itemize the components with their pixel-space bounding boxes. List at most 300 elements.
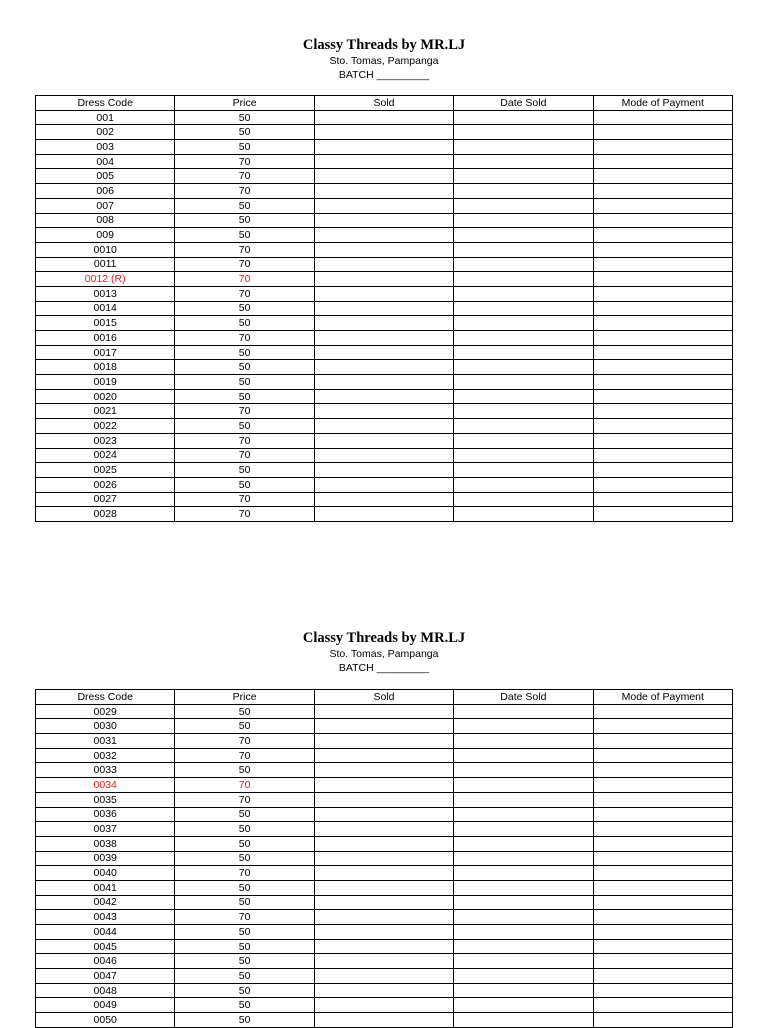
table-row xyxy=(36,213,733,228)
dress-code-cell: 0039 xyxy=(36,851,175,866)
table-row xyxy=(36,492,733,507)
table-row xyxy=(36,763,733,778)
price-cell: 70 xyxy=(175,272,314,287)
price-cell: 50 xyxy=(175,925,314,940)
table-row xyxy=(36,154,733,169)
dress-code-cell: 001 xyxy=(36,110,175,125)
price-cell: 50 xyxy=(175,360,314,375)
sold-cell[interactable] xyxy=(314,316,453,331)
dress-code-cell: 0027 xyxy=(36,492,175,507)
mode-of-payment-cell[interactable] xyxy=(593,880,732,895)
table-row xyxy=(36,257,733,272)
sold-cell[interactable] xyxy=(314,998,453,1013)
table-row xyxy=(36,998,733,1013)
inventory-table-1 xyxy=(35,95,733,522)
price-cell: 70 xyxy=(175,866,314,881)
dress-code-cell: 002 xyxy=(36,125,175,140)
mode-of-payment-cell[interactable] xyxy=(593,242,732,257)
date-sold-cell[interactable] xyxy=(454,792,593,807)
table-row xyxy=(36,807,733,822)
sold-cell[interactable] xyxy=(314,198,453,213)
dress-code-cell: 004 xyxy=(36,154,175,169)
mode-of-payment-cell[interactable] xyxy=(593,1013,732,1028)
sold-cell[interactable] xyxy=(314,331,453,346)
table-row xyxy=(36,198,733,213)
date-sold-cell[interactable] xyxy=(454,880,593,895)
dress-code-cell: 0026 xyxy=(36,477,175,492)
dress-code-cell: 0041 xyxy=(36,880,175,895)
date-sold-cell[interactable] xyxy=(454,331,593,346)
header-dress-code: Dress Code xyxy=(36,690,175,705)
price-cell: 50 xyxy=(175,1013,314,1028)
mode-of-payment-cell[interactable] xyxy=(593,463,732,478)
sold-cell[interactable] xyxy=(314,110,453,125)
sold-cell[interactable] xyxy=(314,433,453,448)
date-sold-cell[interactable] xyxy=(454,110,593,125)
dress-code-cell: 0036 xyxy=(36,807,175,822)
sold-cell[interactable] xyxy=(314,375,453,390)
table-row xyxy=(36,910,733,925)
header-date-sold: Date Sold xyxy=(454,690,593,705)
mode-of-payment-cell[interactable] xyxy=(593,125,732,140)
price-cell: 70 xyxy=(175,748,314,763)
table-row xyxy=(36,169,733,184)
dress-code-cell: 0010 xyxy=(36,242,175,257)
mode-of-payment-cell[interactable] xyxy=(593,448,732,463)
inventory-sheet-2 xyxy=(0,629,768,675)
dress-code-cell: 0031 xyxy=(36,734,175,749)
dress-code-cell: 008 xyxy=(36,213,175,228)
mode-of-payment-cell[interactable] xyxy=(593,140,732,155)
table-row xyxy=(36,184,733,199)
dress-code-cell: 0032 xyxy=(36,748,175,763)
mode-of-payment-cell[interactable] xyxy=(593,331,732,346)
table-row xyxy=(36,477,733,492)
dress-code-cell: 0021 xyxy=(36,404,175,419)
mode-of-payment-cell[interactable] xyxy=(593,851,732,866)
sold-cell[interactable] xyxy=(314,389,453,404)
date-sold-cell[interactable] xyxy=(454,748,593,763)
dress-code-cell: 0043 xyxy=(36,910,175,925)
date-sold-cell[interactable] xyxy=(454,866,593,881)
dress-code-cell: 0044 xyxy=(36,925,175,940)
price-cell: 50 xyxy=(175,110,314,125)
mode-of-payment-cell[interactable] xyxy=(593,983,732,998)
sheet-title: Classy Threads by MR.LJ xyxy=(302,37,466,53)
sold-cell[interactable] xyxy=(314,477,453,492)
dress-code-cell: 0018 xyxy=(36,360,175,375)
sold-cell[interactable] xyxy=(314,983,453,998)
sold-cell[interactable] xyxy=(314,507,453,522)
sold-cell[interactable] xyxy=(314,463,453,478)
date-sold-cell[interactable] xyxy=(454,184,593,199)
date-sold-cell[interactable] xyxy=(454,954,593,969)
sold-cell[interactable] xyxy=(314,169,453,184)
mode-of-payment-cell[interactable] xyxy=(593,748,732,763)
sold-cell[interactable] xyxy=(314,807,453,822)
price-cell: 50 xyxy=(175,954,314,969)
date-sold-cell[interactable] xyxy=(454,778,593,793)
date-sold-cell[interactable] xyxy=(454,213,593,228)
dress-code-cell: 0020 xyxy=(36,389,175,404)
dress-code-cell: 006 xyxy=(36,184,175,199)
price-cell: 70 xyxy=(175,184,314,199)
mode-of-payment-cell[interactable] xyxy=(593,954,732,969)
table-row xyxy=(36,704,733,719)
mode-of-payment-cell[interactable] xyxy=(593,734,732,749)
price-cell: 70 xyxy=(175,404,314,419)
date-sold-cell[interactable] xyxy=(454,925,593,940)
price-cell: 70 xyxy=(175,448,314,463)
dress-code-cell: 0048 xyxy=(36,983,175,998)
table-row xyxy=(36,778,733,793)
date-sold-cell[interactable] xyxy=(454,433,593,448)
mode-of-payment-cell[interactable] xyxy=(593,198,732,213)
date-sold-cell[interactable] xyxy=(454,939,593,954)
sold-cell[interactable] xyxy=(314,792,453,807)
date-sold-cell[interactable] xyxy=(454,272,593,287)
sold-cell[interactable] xyxy=(314,272,453,287)
table-row xyxy=(36,389,733,404)
header-date-sold: Date Sold xyxy=(454,96,593,111)
sold-cell[interactable] xyxy=(314,448,453,463)
price-cell: 70 xyxy=(175,792,314,807)
mode-of-payment-cell[interactable] xyxy=(593,507,732,522)
sold-cell[interactable] xyxy=(314,939,453,954)
sold-cell[interactable] xyxy=(314,125,453,140)
header-row xyxy=(36,690,733,705)
date-sold-cell[interactable] xyxy=(454,507,593,522)
sold-cell[interactable] xyxy=(314,734,453,749)
dress-code-cell: 0029 xyxy=(36,704,175,719)
table-row xyxy=(36,507,733,522)
price-cell: 70 xyxy=(175,778,314,793)
sold-cell[interactable] xyxy=(314,719,453,734)
date-sold-cell[interactable] xyxy=(454,763,593,778)
date-sold-cell[interactable] xyxy=(454,257,593,272)
header-row xyxy=(36,96,733,111)
price-cell: 50 xyxy=(175,998,314,1013)
mode-of-payment-cell[interactable] xyxy=(593,939,732,954)
mode-of-payment-cell[interactable] xyxy=(593,419,732,434)
mode-of-payment-cell[interactable] xyxy=(593,998,732,1013)
mode-of-payment-cell[interactable] xyxy=(593,492,732,507)
sold-cell[interactable] xyxy=(314,213,453,228)
table-row xyxy=(36,404,733,419)
mode-of-payment-cell[interactable] xyxy=(593,257,732,272)
mode-of-payment-cell[interactable] xyxy=(593,477,732,492)
date-sold-cell[interactable] xyxy=(454,154,593,169)
sheet-title: Classy Threads by MR.LJ xyxy=(302,630,466,646)
table-row xyxy=(36,866,733,881)
mode-of-payment-cell[interactable] xyxy=(593,925,732,940)
price-cell: 50 xyxy=(175,140,314,155)
date-sold-cell[interactable] xyxy=(454,301,593,316)
sold-cell[interactable] xyxy=(314,154,453,169)
mode-of-payment-cell[interactable] xyxy=(593,345,732,360)
price-cell: 50 xyxy=(175,851,314,866)
sold-cell[interactable] xyxy=(314,286,453,301)
table-row xyxy=(36,228,733,243)
price-cell: 50 xyxy=(175,969,314,984)
sold-cell[interactable] xyxy=(314,419,453,434)
dress-code-cell: 0034 xyxy=(36,778,175,793)
price-cell: 50 xyxy=(175,719,314,734)
mode-of-payment-cell[interactable] xyxy=(593,213,732,228)
mode-of-payment-cell[interactable] xyxy=(593,763,732,778)
date-sold-cell[interactable] xyxy=(454,807,593,822)
mode-of-payment-cell[interactable] xyxy=(593,807,732,822)
sold-cell[interactable] xyxy=(314,704,453,719)
date-sold-cell[interactable] xyxy=(454,448,593,463)
mode-of-payment-cell[interactable] xyxy=(593,792,732,807)
dress-code-cell: 0017 xyxy=(36,345,175,360)
dress-code-cell: 0050 xyxy=(36,1013,175,1028)
table-row xyxy=(36,836,733,851)
price-cell: 50 xyxy=(175,198,314,213)
sold-cell[interactable] xyxy=(314,345,453,360)
price-cell: 50 xyxy=(175,228,314,243)
table-row xyxy=(36,748,733,763)
sold-cell[interactable] xyxy=(314,969,453,984)
price-cell: 70 xyxy=(175,331,314,346)
date-sold-cell[interactable] xyxy=(454,704,593,719)
sold-cell[interactable] xyxy=(314,895,453,910)
table-row xyxy=(36,851,733,866)
table-row xyxy=(36,822,733,837)
mode-of-payment-cell[interactable] xyxy=(593,316,732,331)
price-cell: 50 xyxy=(175,807,314,822)
table-row xyxy=(36,1013,733,1028)
sold-cell[interactable] xyxy=(314,851,453,866)
dress-code-cell: 0047 xyxy=(36,969,175,984)
date-sold-cell[interactable] xyxy=(454,983,593,998)
dress-code-cell: 0028 xyxy=(36,507,175,522)
mode-of-payment-cell[interactable] xyxy=(593,433,732,448)
dress-code-cell: 0033 xyxy=(36,763,175,778)
mode-of-payment-cell[interactable] xyxy=(593,969,732,984)
dress-code-cell: 003 xyxy=(36,140,175,155)
price-cell: 50 xyxy=(175,477,314,492)
header-price: Price xyxy=(175,96,314,111)
mode-of-payment-cell[interactable] xyxy=(593,719,732,734)
dress-code-cell: 0035 xyxy=(36,792,175,807)
date-sold-cell[interactable] xyxy=(454,360,593,375)
sold-cell[interactable] xyxy=(314,301,453,316)
table-row xyxy=(36,140,733,155)
sold-cell[interactable] xyxy=(314,257,453,272)
mode-of-payment-cell[interactable] xyxy=(593,360,732,375)
mode-of-payment-cell[interactable] xyxy=(593,822,732,837)
date-sold-cell[interactable] xyxy=(454,851,593,866)
inventory-table-2 xyxy=(35,689,733,1028)
header-sold: Sold xyxy=(314,96,453,111)
price-cell: 70 xyxy=(175,492,314,507)
table-row xyxy=(36,419,733,434)
dress-code-cell: 0022 xyxy=(36,419,175,434)
dress-code-cell: 0015 xyxy=(36,316,175,331)
price-cell: 70 xyxy=(175,910,314,925)
dress-code-cell: 0040 xyxy=(36,866,175,881)
date-sold-cell[interactable] xyxy=(454,969,593,984)
mode-of-payment-cell[interactable] xyxy=(593,836,732,851)
table-row xyxy=(36,110,733,125)
date-sold-cell[interactable] xyxy=(454,895,593,910)
mode-of-payment-cell[interactable] xyxy=(593,228,732,243)
sold-cell[interactable] xyxy=(314,866,453,881)
sold-cell[interactable] xyxy=(314,836,453,851)
mode-of-payment-cell[interactable] xyxy=(593,704,732,719)
table-row xyxy=(36,125,733,140)
date-sold-cell[interactable] xyxy=(454,419,593,434)
dress-code-cell: 0038 xyxy=(36,836,175,851)
sold-cell[interactable] xyxy=(314,778,453,793)
price-cell: 70 xyxy=(175,242,314,257)
table-row xyxy=(36,316,733,331)
table-row xyxy=(36,719,733,734)
price-cell: 50 xyxy=(175,939,314,954)
dress-code-cell: 009 xyxy=(36,228,175,243)
date-sold-cell[interactable] xyxy=(454,477,593,492)
mode-of-payment-cell[interactable] xyxy=(593,110,732,125)
mode-of-payment-cell[interactable] xyxy=(593,389,732,404)
inventory-sheet-1 xyxy=(0,36,768,82)
date-sold-cell[interactable] xyxy=(454,822,593,837)
mode-of-payment-cell[interactable] xyxy=(593,272,732,287)
date-sold-cell[interactable] xyxy=(454,140,593,155)
table-row xyxy=(36,448,733,463)
mode-of-payment-cell[interactable] xyxy=(593,286,732,301)
sheet-batch: BATCH _________ xyxy=(338,662,430,674)
date-sold-cell[interactable] xyxy=(454,910,593,925)
table-row xyxy=(36,969,733,984)
header-sold: Sold xyxy=(314,690,453,705)
dress-code-cell: 0016 xyxy=(36,331,175,346)
sold-cell[interactable] xyxy=(314,228,453,243)
price-cell: 50 xyxy=(175,125,314,140)
price-cell: 50 xyxy=(175,213,314,228)
sold-cell[interactable] xyxy=(314,404,453,419)
price-cell: 50 xyxy=(175,880,314,895)
price-cell: 70 xyxy=(175,154,314,169)
price-cell: 70 xyxy=(175,286,314,301)
price-cell: 50 xyxy=(175,419,314,434)
price-cell: 70 xyxy=(175,169,314,184)
date-sold-cell[interactable] xyxy=(454,389,593,404)
dress-code-cell: 0042 xyxy=(36,895,175,910)
dress-code-cell: 0037 xyxy=(36,822,175,837)
date-sold-cell[interactable] xyxy=(454,345,593,360)
sold-cell[interactable] xyxy=(314,880,453,895)
table-row xyxy=(36,880,733,895)
dress-code-cell: 0011 xyxy=(36,257,175,272)
sold-cell[interactable] xyxy=(314,242,453,257)
date-sold-cell[interactable] xyxy=(454,719,593,734)
dress-code-cell: 0014 xyxy=(36,301,175,316)
price-cell: 70 xyxy=(175,433,314,448)
table-row xyxy=(36,242,733,257)
table-row xyxy=(36,895,733,910)
table-row xyxy=(36,734,733,749)
date-sold-cell[interactable] xyxy=(454,242,593,257)
table-row xyxy=(36,286,733,301)
sold-cell[interactable] xyxy=(314,184,453,199)
table-row xyxy=(36,954,733,969)
table-row xyxy=(36,375,733,390)
date-sold-cell[interactable] xyxy=(454,375,593,390)
dress-code-cell: 005 xyxy=(36,169,175,184)
mode-of-payment-cell[interactable] xyxy=(593,404,732,419)
price-cell: 50 xyxy=(175,704,314,719)
date-sold-cell[interactable] xyxy=(454,734,593,749)
date-sold-cell[interactable] xyxy=(454,463,593,478)
date-sold-cell[interactable] xyxy=(454,286,593,301)
header-mode-of-payment: Mode of Payment xyxy=(593,690,732,705)
table-row xyxy=(36,925,733,940)
mode-of-payment-cell[interactable] xyxy=(593,895,732,910)
table-row xyxy=(36,792,733,807)
date-sold-cell[interactable] xyxy=(454,404,593,419)
sheet-batch: BATCH _________ xyxy=(338,69,430,81)
date-sold-cell[interactable] xyxy=(454,492,593,507)
dress-code-cell: 0023 xyxy=(36,433,175,448)
sold-cell[interactable] xyxy=(314,822,453,837)
date-sold-cell[interactable] xyxy=(454,998,593,1013)
sold-cell[interactable] xyxy=(314,763,453,778)
mode-of-payment-cell[interactable] xyxy=(593,910,732,925)
mode-of-payment-cell[interactable] xyxy=(593,154,732,169)
table-row xyxy=(36,463,733,478)
price-cell: 50 xyxy=(175,375,314,390)
date-sold-cell[interactable] xyxy=(454,228,593,243)
sold-cell[interactable] xyxy=(314,910,453,925)
date-sold-cell[interactable] xyxy=(454,125,593,140)
price-cell: 50 xyxy=(175,345,314,360)
price-cell: 50 xyxy=(175,822,314,837)
mode-of-payment-cell[interactable] xyxy=(593,778,732,793)
sold-cell[interactable] xyxy=(314,492,453,507)
mode-of-payment-cell[interactable] xyxy=(593,169,732,184)
price-cell: 50 xyxy=(175,389,314,404)
date-sold-cell[interactable] xyxy=(454,198,593,213)
mode-of-payment-cell[interactable] xyxy=(593,301,732,316)
dress-code-cell: 0013 xyxy=(36,286,175,301)
sold-cell[interactable] xyxy=(314,954,453,969)
sold-cell[interactable] xyxy=(314,360,453,375)
sold-cell[interactable] xyxy=(314,748,453,763)
dress-code-cell: 007 xyxy=(36,198,175,213)
mode-of-payment-cell[interactable] xyxy=(593,375,732,390)
mode-of-payment-cell[interactable] xyxy=(593,866,732,881)
dress-code-cell: 0024 xyxy=(36,448,175,463)
table-row xyxy=(36,433,733,448)
table-row xyxy=(36,345,733,360)
header-price: Price xyxy=(175,690,314,705)
sheet-location: Sto. Tomas, Pampanga xyxy=(329,55,439,67)
date-sold-cell[interactable] xyxy=(454,169,593,184)
price-cell: 50 xyxy=(175,463,314,478)
date-sold-cell[interactable] xyxy=(454,836,593,851)
sold-cell[interactable] xyxy=(314,925,453,940)
sold-cell[interactable] xyxy=(314,140,453,155)
mode-of-payment-cell[interactable] xyxy=(593,184,732,199)
date-sold-cell[interactable] xyxy=(454,316,593,331)
table-row xyxy=(36,272,733,287)
sold-cell[interactable] xyxy=(314,1013,453,1028)
date-sold-cell[interactable] xyxy=(454,1013,593,1028)
dress-code-cell: 0012 (R) xyxy=(36,272,175,287)
dress-code-cell: 0030 xyxy=(36,719,175,734)
